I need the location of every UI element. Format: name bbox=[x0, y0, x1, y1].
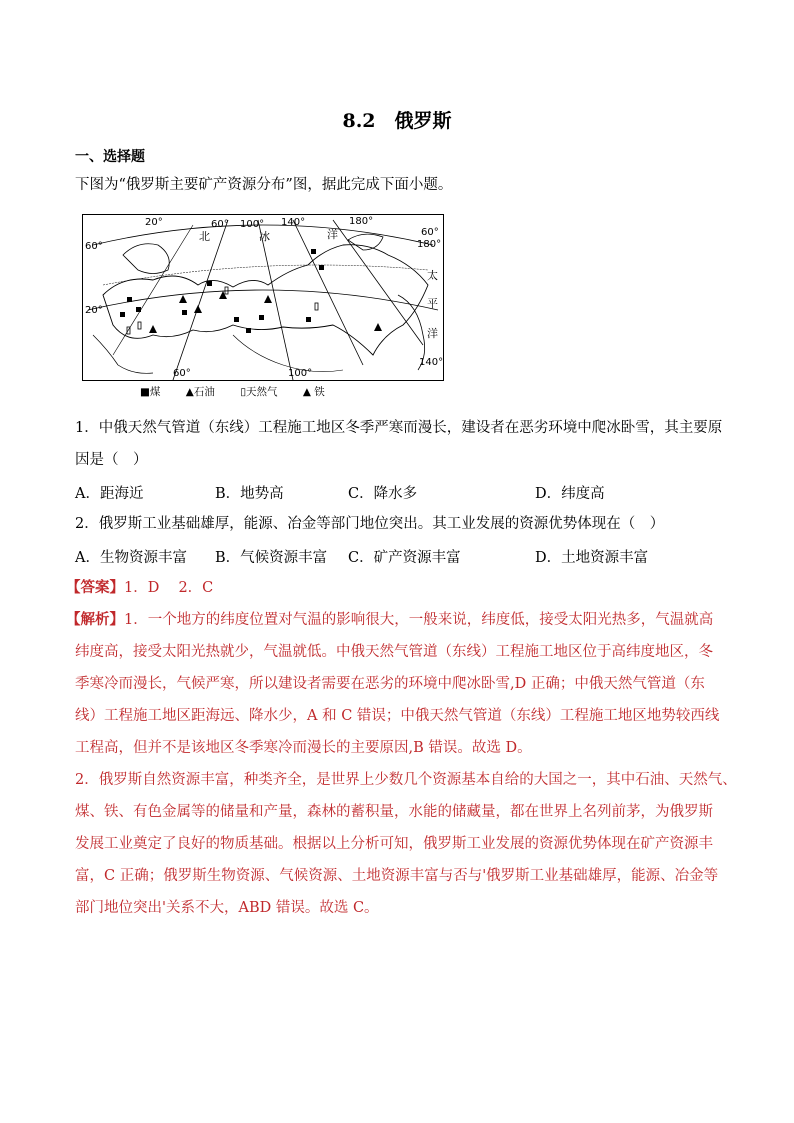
analysis-line: 季寒冷而漫长，气候严寒，所以建设者需要在恶劣的环境中爬冰卧雪,D 正确；中俄天然气管道（东 bbox=[75, 676, 705, 692]
option-a: A．生物资源丰富 bbox=[75, 550, 187, 566]
analysis-line: 2．俄罗斯自然资源丰富，种类齐全，是世界上少数几个资源基本自给的大国之一，其中石油、天然气、 bbox=[75, 772, 737, 788]
analysis-line: 发展工业奠定了良好的物质基础。根据以上分析可知，俄罗斯工业发展的资源优势体现在矿产资源丰 bbox=[75, 836, 713, 852]
analysis-label: 【解析】 bbox=[66, 611, 124, 628]
legend-coal: ■煤 bbox=[140, 386, 161, 398]
question-2-text: 2．俄罗斯工业基础雄厚，能源、冶金等部门地位突出。其工业发展的资源优势体现在（ ） bbox=[75, 516, 665, 532]
map-label: 太 bbox=[427, 269, 438, 282]
legend-iron: ▲ 铁 bbox=[302, 386, 325, 398]
analysis-line: 煤、铁、有色金属等的储量和产量，森林的蓄积量，水能的储藏量，都在世界上名列前茅，为俄罗斯 bbox=[75, 804, 713, 820]
option-c: C．降水多 bbox=[348, 486, 418, 502]
legend-oil: ▲石油 bbox=[185, 386, 215, 398]
analysis-text: 1．一个地方的纬度位置对气温的影响很大，一般来说，纬度低，接受太阳光热多，气温就高 bbox=[124, 612, 714, 628]
map-label: 100° bbox=[240, 219, 265, 230]
map-label: 100° bbox=[288, 368, 313, 379]
analysis-line-1 bbox=[66, 610, 713, 630]
option-d: D．土地资源丰富 bbox=[535, 550, 649, 566]
map-label: 140° bbox=[419, 357, 444, 368]
analysis-line: 部门地位突出'关系不大，ABD 错误。故选 C。 bbox=[75, 900, 379, 916]
answer-text: 1．D 2．C bbox=[124, 580, 214, 596]
map-label: 20° bbox=[145, 217, 163, 228]
map-legend bbox=[140, 384, 347, 399]
map-label: 60° bbox=[421, 227, 439, 238]
map-label: 60° bbox=[85, 241, 103, 252]
map-label: 180° bbox=[349, 216, 374, 227]
map-label: 60° bbox=[173, 368, 191, 379]
legend-gas: ▯天然气 bbox=[240, 386, 278, 398]
analysis-line: 富，C 正确；俄罗斯生物资源、气候资源、土地资源丰富与否与'俄罗斯工业基础雄厚，能源、冶金等 bbox=[75, 868, 719, 884]
question-intro: 下图为“俄罗斯主要矿产资源分布”图，据此完成下面小题。 bbox=[75, 177, 453, 193]
page-title: 8.2 俄罗斯 bbox=[342, 110, 452, 132]
answer-line bbox=[66, 578, 213, 598]
option-d: D．纬度高 bbox=[535, 486, 605, 502]
option-a: A．距海近 bbox=[75, 486, 144, 502]
question-1-text-cont: 因是（ ） bbox=[75, 452, 148, 468]
question-2-options bbox=[75, 546, 755, 566]
analysis-line: 纬度高，接受太阳光热就少，气温就低。中俄天然气管道（东线）工程施工地区位于高纬度地区，冬 bbox=[75, 644, 713, 660]
map-label: 北 bbox=[199, 230, 210, 243]
analysis-line: 工程高，但并不是该地区冬季寒冷而漫长的主要原因,B 错误。故选 D。 bbox=[75, 740, 532, 756]
analysis-line: 线）工程施工地区距海远、降水少，A 和 C 错误；中俄天然气管道（东线）工程施工地区地势较西线 bbox=[75, 708, 720, 724]
option-b: B．地势高 bbox=[215, 486, 284, 502]
question-1-text: 1．中俄天然气管道（东线）工程施工地区冬季严寒而漫长，建设者在恶劣环境中爬冰卧雪，其主要原 bbox=[75, 420, 723, 436]
map-label: 冰 bbox=[259, 230, 270, 243]
section-heading: 一、选择题 bbox=[75, 149, 145, 165]
map-label: 20° bbox=[85, 305, 103, 316]
answer-label: 【答案】 bbox=[66, 579, 124, 596]
option-c: C．矿产资源丰富 bbox=[348, 550, 461, 566]
option-b: B．气候资源丰富 bbox=[215, 550, 328, 566]
map-label: 140° bbox=[281, 217, 306, 228]
map-label: 180° bbox=[417, 239, 442, 250]
map-label: 60° bbox=[211, 219, 229, 230]
map-label: 洋 bbox=[427, 327, 438, 340]
map-label: 洋 bbox=[327, 228, 338, 241]
russia-mineral-map bbox=[82, 214, 444, 381]
question-1-options bbox=[75, 482, 755, 502]
map-label: 平 bbox=[427, 297, 438, 310]
